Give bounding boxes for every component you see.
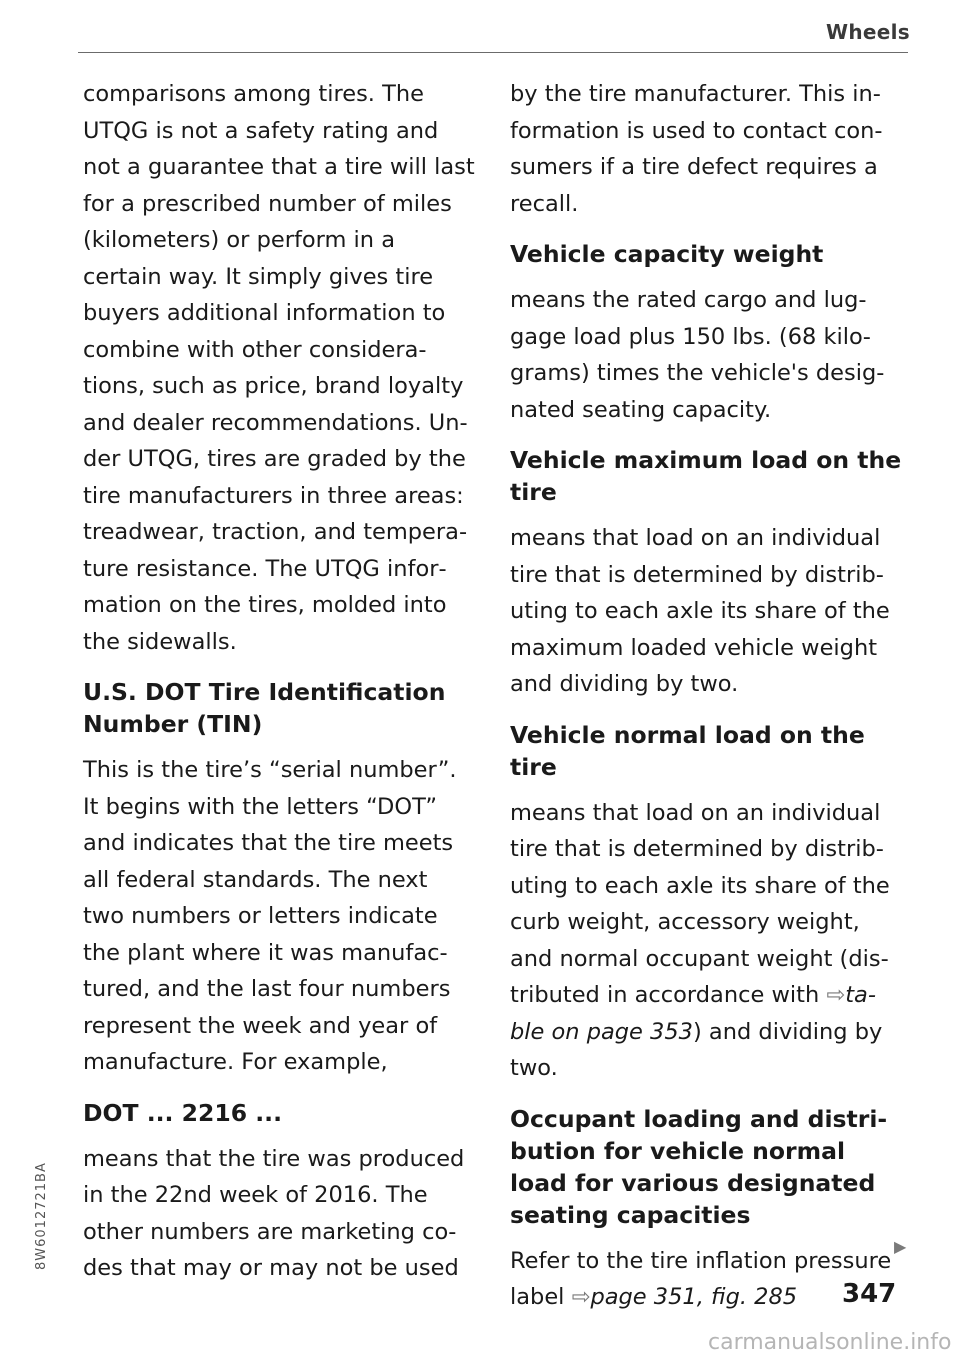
paragraph-tin: This is the tire’s “serial number”. It begins with the letters “DOT” and indicates that the tire meets all federal standards. The next two numbers or letters indicate the plant where it was manufactured, and the last four numbers represent the week and year of manufacture. For example,	[83, 757, 457, 1075]
arrow-right-icon: ⇨	[826, 982, 846, 1008]
heading-normal-load: Vehicle normal load on the tire	[510, 720, 865, 781]
heading-vehicle-capacity-weight: Vehicle capacity weight	[510, 240, 824, 268]
normal-load-text: means that load on an individual tire that is determined by distributing to each axle its share of the curb weight, accessory weight, and normal occupant weight (distributed in accordance with	[510, 799, 890, 1008]
paragraph-dot-example: means that the tire was produced in the 22nd week of 2016. The other numbers are marketing codes that may or may not be used	[83, 1145, 465, 1281]
document-code: 8W6012721BA	[34, 1162, 49, 1270]
arrow-right-icon: ⇨	[571, 1284, 591, 1310]
watermark: carmanualsonline.info	[708, 1330, 952, 1355]
section-header: Wheels	[826, 20, 910, 44]
heading-occupant-loading: Occupant loading and distribution for vehicle normal load for various designated seating capacities	[510, 1104, 888, 1229]
heading-max-load: Vehicle maximum load on the tire	[510, 446, 902, 506]
occupant-loading-text: Refer to the tire inflation pressure label	[510, 1247, 892, 1310]
figure-reference-link[interactable]: page 351, fig. 285	[590, 1284, 798, 1310]
paragraph-capacity-weight: means the rated cargo and luggage load plus 150 lbs. (68 kilograms) times the vehicle's designated seating capacity.	[510, 287, 885, 423]
heading-dot-tin: U.S. DOT Tire Identification Number (TIN)	[83, 678, 446, 738]
right-column	[510, 76, 902, 1332]
paragraph-manufacturer-cont: by the tire manufacturer. This information is used to contact consumers if a tire defect requires a recall.	[510, 81, 883, 217]
paragraph-normal-load	[510, 795, 902, 1087]
header-divider	[78, 52, 908, 53]
continue-arrow-icon: ▶	[894, 1237, 907, 1256]
paragraph-max-load: means that load on an individual tire that is determined by distributing to each axle its share of the maximum loaded vehicle weight and dividing by two.	[510, 525, 890, 697]
heading-dot-example: DOT ... 2216 ...	[83, 1098, 283, 1127]
normal-load-text-end: ) and dividing by two.	[510, 1018, 883, 1081]
paragraph-utqg-cont: comparisons among tires. The UTQG is not a safety rating and not a guarantee that a tire will last for a prescribed number of miles (kilometers) or perform in a certain way. It simply gives tire buyers additional information to combine with other considerations, such as price, brand loyalty and dealer recommendations. Under UTQG, tires are graded by the tire manufacturers in three areas: treadwear, traction, and temperature resistance. The UTQG information on the tires, molded into the sidewalls.	[83, 81, 475, 655]
table-reference-link[interactable]: table on page 353	[510, 982, 876, 1045]
page-number: 347	[842, 1279, 897, 1309]
left-column	[83, 76, 475, 1303]
